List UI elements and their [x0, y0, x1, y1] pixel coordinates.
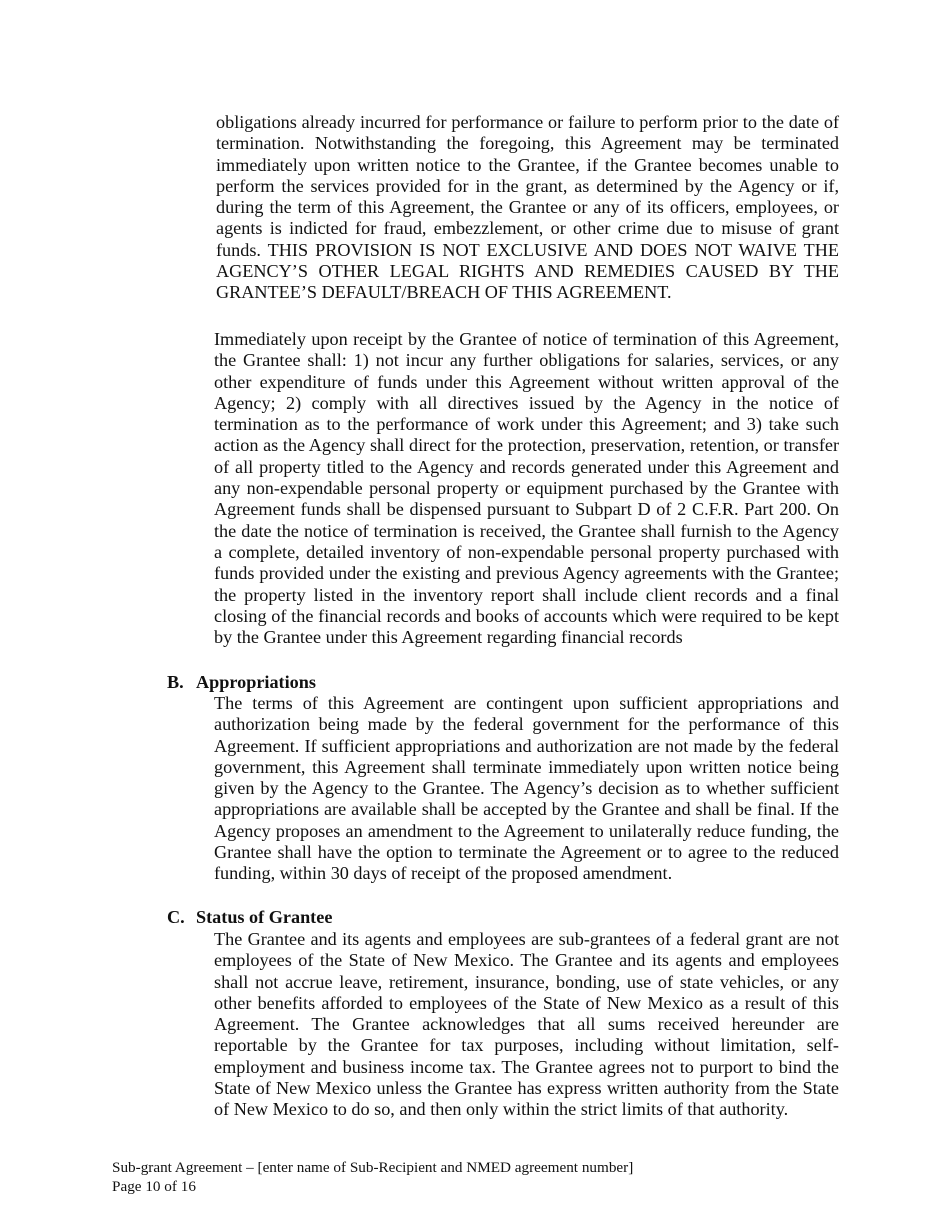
section-b-title: Appropriations — [196, 672, 316, 692]
section-b-letter: B. — [167, 672, 184, 692]
section-b-heading — [167, 672, 316, 693]
termination-continued-paragraph: obligations already incurred for performance or failure to perform prior to the date of termination. Notwithstanding the foregoing, this Agreement may be terminated immediately upon written notice to the Grantee, if the Grantee becomes unable to perform the services provided for in the grant, as determined by the Agency or if, during the term of this Agreement, the Grantee or any of its officers, employees, or agents is indicted for fraud, embezzlement, or other crime due to misuse of grant funds. THIS PROVISION IS NOT EXCLUSIVE AND DOES NOT WAIVE THE AGENCY’S OTHER LEGAL RIGHTS AND REMEDIES CAUSED BY THE GRANTEE’S DEFAULT/BREACH OF THIS AGREEMENT. — [216, 112, 839, 303]
footer-page-number: Page 10 of 16 — [112, 1178, 196, 1195]
page-footer — [112, 1158, 812, 1196]
termination-notice-paragraph: Immediately upon receipt by the Grantee of notice of termination of this Agreement, the Grantee shall: 1) not incur any further obligations for salaries, services, or any other expenditure of funds under this Agreement without written approval of the Agency; 2) comply with all directives issued by the Agency in the notice of termination as to the performance of work under this Agreement; and 3) take such action as the Agency shall direct for the protection, preservation, retention, or transfer of all property titled to the Agency and records generated under this Agreement and any non-expendable personal property or equipment purchased by the Grantee with Agreement funds shall be dispensed pursuant to Subpart D of 2 C.F.R. Part 200. On the date the notice of termination is received, the Grantee shall furnish to the Agency a complete, detailed inventory of non-expendable personal property purchased with funds provided under the existing and previous Agency agreements with the Grantee; the property listed in the inventory report shall include client records and a final closing of the financial records and books of accounts which were required to be kept by the Grantee under this Agreement regarding financial records — [214, 329, 839, 648]
section-c-body: The Grantee and its agents and employees are sub-grantees of a federal grant are not employees of the State of New Mexico. The Grantee and its agents and employees shall not accrue leave, retirement, insurance, bonding, use of state vehicles, or any other benefits afforded to employees of the State of New Mexico as a result of this Agreement. The Grantee acknowledges that all sums received hereunder are reportable by the Grantee for tax purposes, including without limitation, self-employment and business income tax. The Grantee agrees not to purport to bind the State of New Mexico unless the Grantee has express written authority from the State of New Mexico to do so, and then only within the strict limits of that authority. — [214, 929, 839, 1120]
section-c-letter: C. — [167, 907, 185, 927]
footer-agreement-line: Sub-grant Agreement – [enter name of Sub-Recipient and NMED agreement number] — [112, 1159, 634, 1176]
section-b-body: The terms of this Agreement are contingent upon sufficient appropriations and authorization being made by the federal government for the performance of this Agreement. If sufficient appropriations and authorization are not made by the federal government, this Agreement shall terminate immediately upon written notice being given by the Agency to the Grantee. The Agency’s decision as to whether sufficient appropriations are available shall be accepted by the Grantee and shall be final. If the Agency proposes an amendment to the Agreement to unilaterally reduce funding, the Grantee shall have the option to terminate the Agreement or to agree to the reduced funding, within 30 days of receipt of the proposed amendment. — [214, 693, 839, 884]
section-c-title: Status of Grantee — [196, 907, 333, 927]
section-c-heading — [167, 907, 332, 928]
